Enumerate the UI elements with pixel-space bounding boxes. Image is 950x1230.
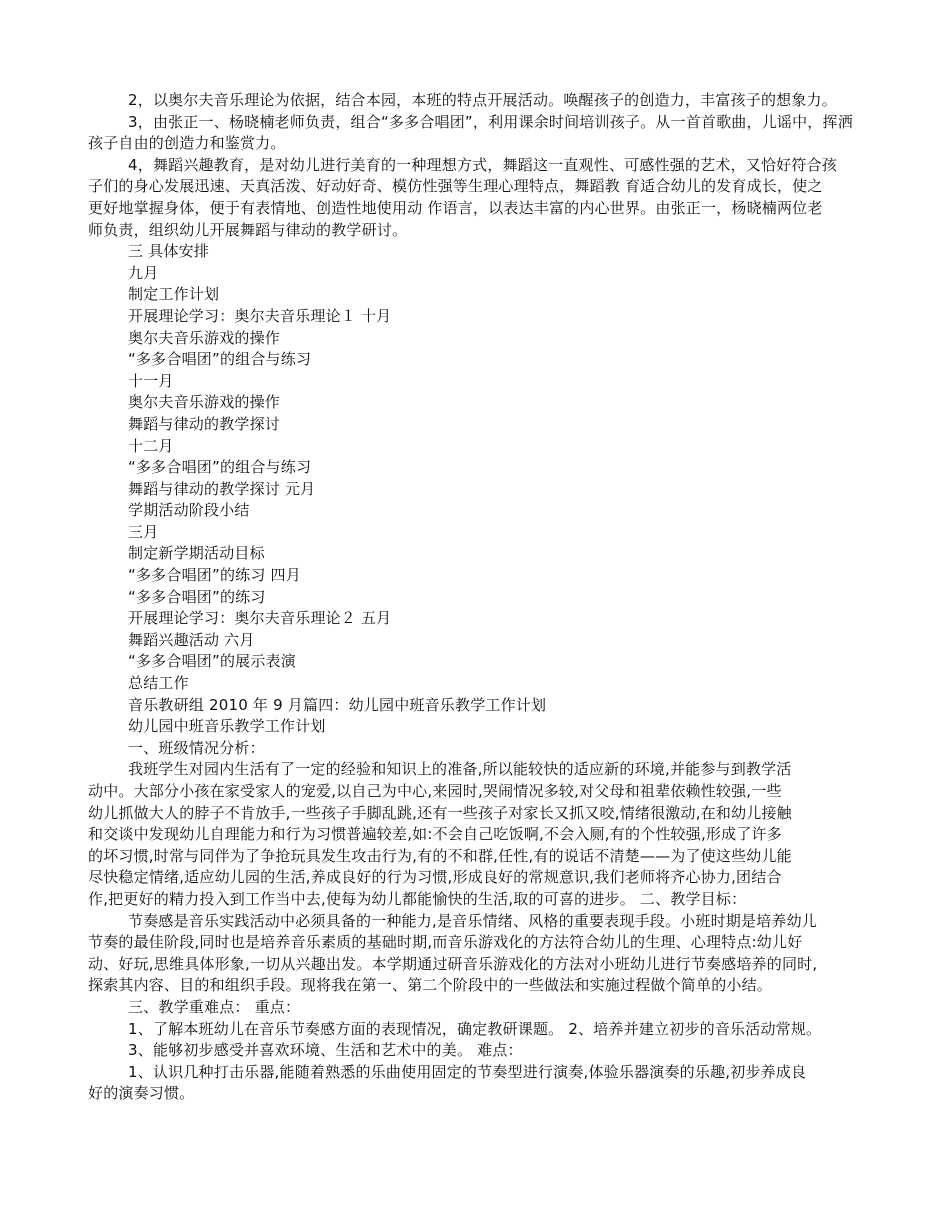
text-line: 九月: [128, 263, 159, 282]
text-line: 子们的身心发展迅速、天真活泼、好动好奇、模仿性强等生理心理特点，舞蹈教 育适合幼儿的发育成长，使之: [88, 177, 823, 196]
text-line: 三 具体安排: [128, 242, 209, 261]
text-line: “多多合唱团”的练习: [128, 587, 266, 606]
text-line: 节奏的最佳阶段,同时也是培养音乐素质的基础时期,而音乐游戏化的方法符合幼儿的生理、心理特点:幼儿好: [88, 933, 803, 952]
text-line: 好的演奏习惯。: [88, 1084, 195, 1103]
text-line: “多多合唱团”的练习 四月: [128, 566, 301, 585]
text-line: 十二月: [128, 436, 174, 455]
text-line: 1、了解本班幼儿在音乐节奏感方面的表现情况，确定教研课题。 2、培养并建立初步的音乐活动常规。: [128, 1019, 822, 1038]
text-line: 一、班级情况分析：: [128, 738, 265, 757]
text-line: 节奏感是音乐实践活动中必须具备的一种能力,是音乐情绪、风格的重要表现手段。小班时期是培养幼儿: [128, 911, 817, 930]
text-line: 三、教学重难点： 重点：: [128, 997, 301, 1016]
text-line: 学期活动阶段小结: [128, 501, 250, 520]
text-line: 和交谈中发现幼儿自理能力和行为习惯普遍较差,如:不会自己吃饭啊,不会入厕,有的个性较强,形成了许多: [88, 825, 782, 844]
text-line: 舞蹈与律动的教学探讨 元月: [128, 479, 316, 498]
text-line: 开展理论学习：奥尔夫音乐理论２ 五月: [128, 609, 392, 628]
text-line: “多多合唱团”的组合与练习: [128, 458, 312, 477]
text-line: 舞蹈与律动的教学探讨: [128, 414, 281, 433]
text-line: 开展理论学习：奥尔夫音乐理论１ 十月: [128, 306, 392, 325]
text-line: 舞蹈兴趣活动 六月: [128, 630, 255, 649]
text-line: 4，舞蹈兴趣教育，是对幼儿进行美育的一种理想方式，舞蹈这一直观性、可感性强的艺术，又恰好符合孩: [128, 155, 837, 174]
document-body: [88, 90, 866, 1105]
text-line: 尽快稳定情绪,适应幼儿园的生活,养成良好的行为习惯,形成良好的常规意识,我们老师将齐心协力,团结合: [88, 868, 782, 887]
text-line: 作,把更好的精力投入到工作当中去,使每为幼儿都能愉快的生活,取的可喜的进步。 二、教学目标：: [88, 889, 747, 908]
text-line: 动中。大部分小孩在家受家人的宠爱,以自己为中心,来园时,哭闹情况多较,对父母和祖辈依赖性较强,一些: [88, 782, 782, 800]
text-line: 奥尔夫音乐游戏的操作: [128, 328, 281, 347]
text-line: 3、能够初步感受并喜欢环境、生活和艺术中的美。 难点：: [128, 1041, 523, 1060]
text-line: 探索其内容、目的和组织手段。现将我在第一、第二个阶段中的一些做法和实施过程做个简单的小结。: [88, 976, 773, 995]
text-line: “多多合唱团”的组合与练习: [128, 350, 312, 369]
text-line: “多多合唱团”的展示表演: [128, 652, 296, 671]
text-line: 动、好玩,思维具体形象,一切从兴趣出发。本学期通过研音乐游戏化的方法对小班幼儿进行节奏感培养的同时,: [88, 954, 818, 973]
text-line: 幼儿园中班音乐教学工作计划: [128, 717, 326, 736]
text-line: 3，由张正一、杨晓楠老师负责，组合“多多合唱团”，利用课余时间培训孩子。从一首首歌曲，儿谣中，挥洒: [128, 112, 853, 131]
text-line: 十一月: [128, 371, 174, 390]
text-line: 2，以奥尔夫音乐理论为依据，结合本园，本班的特点开展活动。唤醒孩子的创造力，丰富孩子的想象力。: [128, 91, 837, 109]
text-line: 幼儿抓做大人的脖子不肯放手,一些孩子手脚乱跳,还有一些孩子对家长又抓又咬,情绪很激动,在和幼儿接触: [88, 803, 792, 822]
text-line: 师负责，组织幼儿开展舞蹈与律动的教学研讨。: [88, 220, 408, 239]
text-line: 我班学生对园内生活有了一定的经验和知识上的准备,所以能较快的适应新的环境,并能参与到教学活: [128, 760, 792, 779]
text-line: 奥尔夫音乐游戏的操作: [128, 393, 281, 412]
text-line: 总结工作: [128, 674, 189, 693]
text-line: 孩子自由的创造力和鉴赏力。: [88, 134, 286, 153]
text-line: 音乐教研组 2010 年 9 月篇四：幼儿园中班音乐教学工作计划: [128, 695, 547, 714]
text-line: 的坏习惯,时常与同伴为了争抢玩具发生攻击行为,有的不和群,任性,有的说话不清楚——为了使这些幼儿能: [88, 846, 792, 865]
text-line: 更好地掌握身体，便于有表情地、创造性地使用动 作语言，以表达丰富的内心世界。由张正一，杨晓楠两位老: [88, 198, 823, 217]
text-line: 三月: [128, 522, 159, 541]
text-line: 制定工作计划: [128, 285, 220, 304]
text-line: 1、认识几种打击乐器,能随着熟悉的乐曲使用固定的节奏型进行演奏,体验乐器演奏的乐趣,初步养成良: [128, 1062, 807, 1081]
text-line: 制定新学期活动目标: [128, 544, 265, 563]
